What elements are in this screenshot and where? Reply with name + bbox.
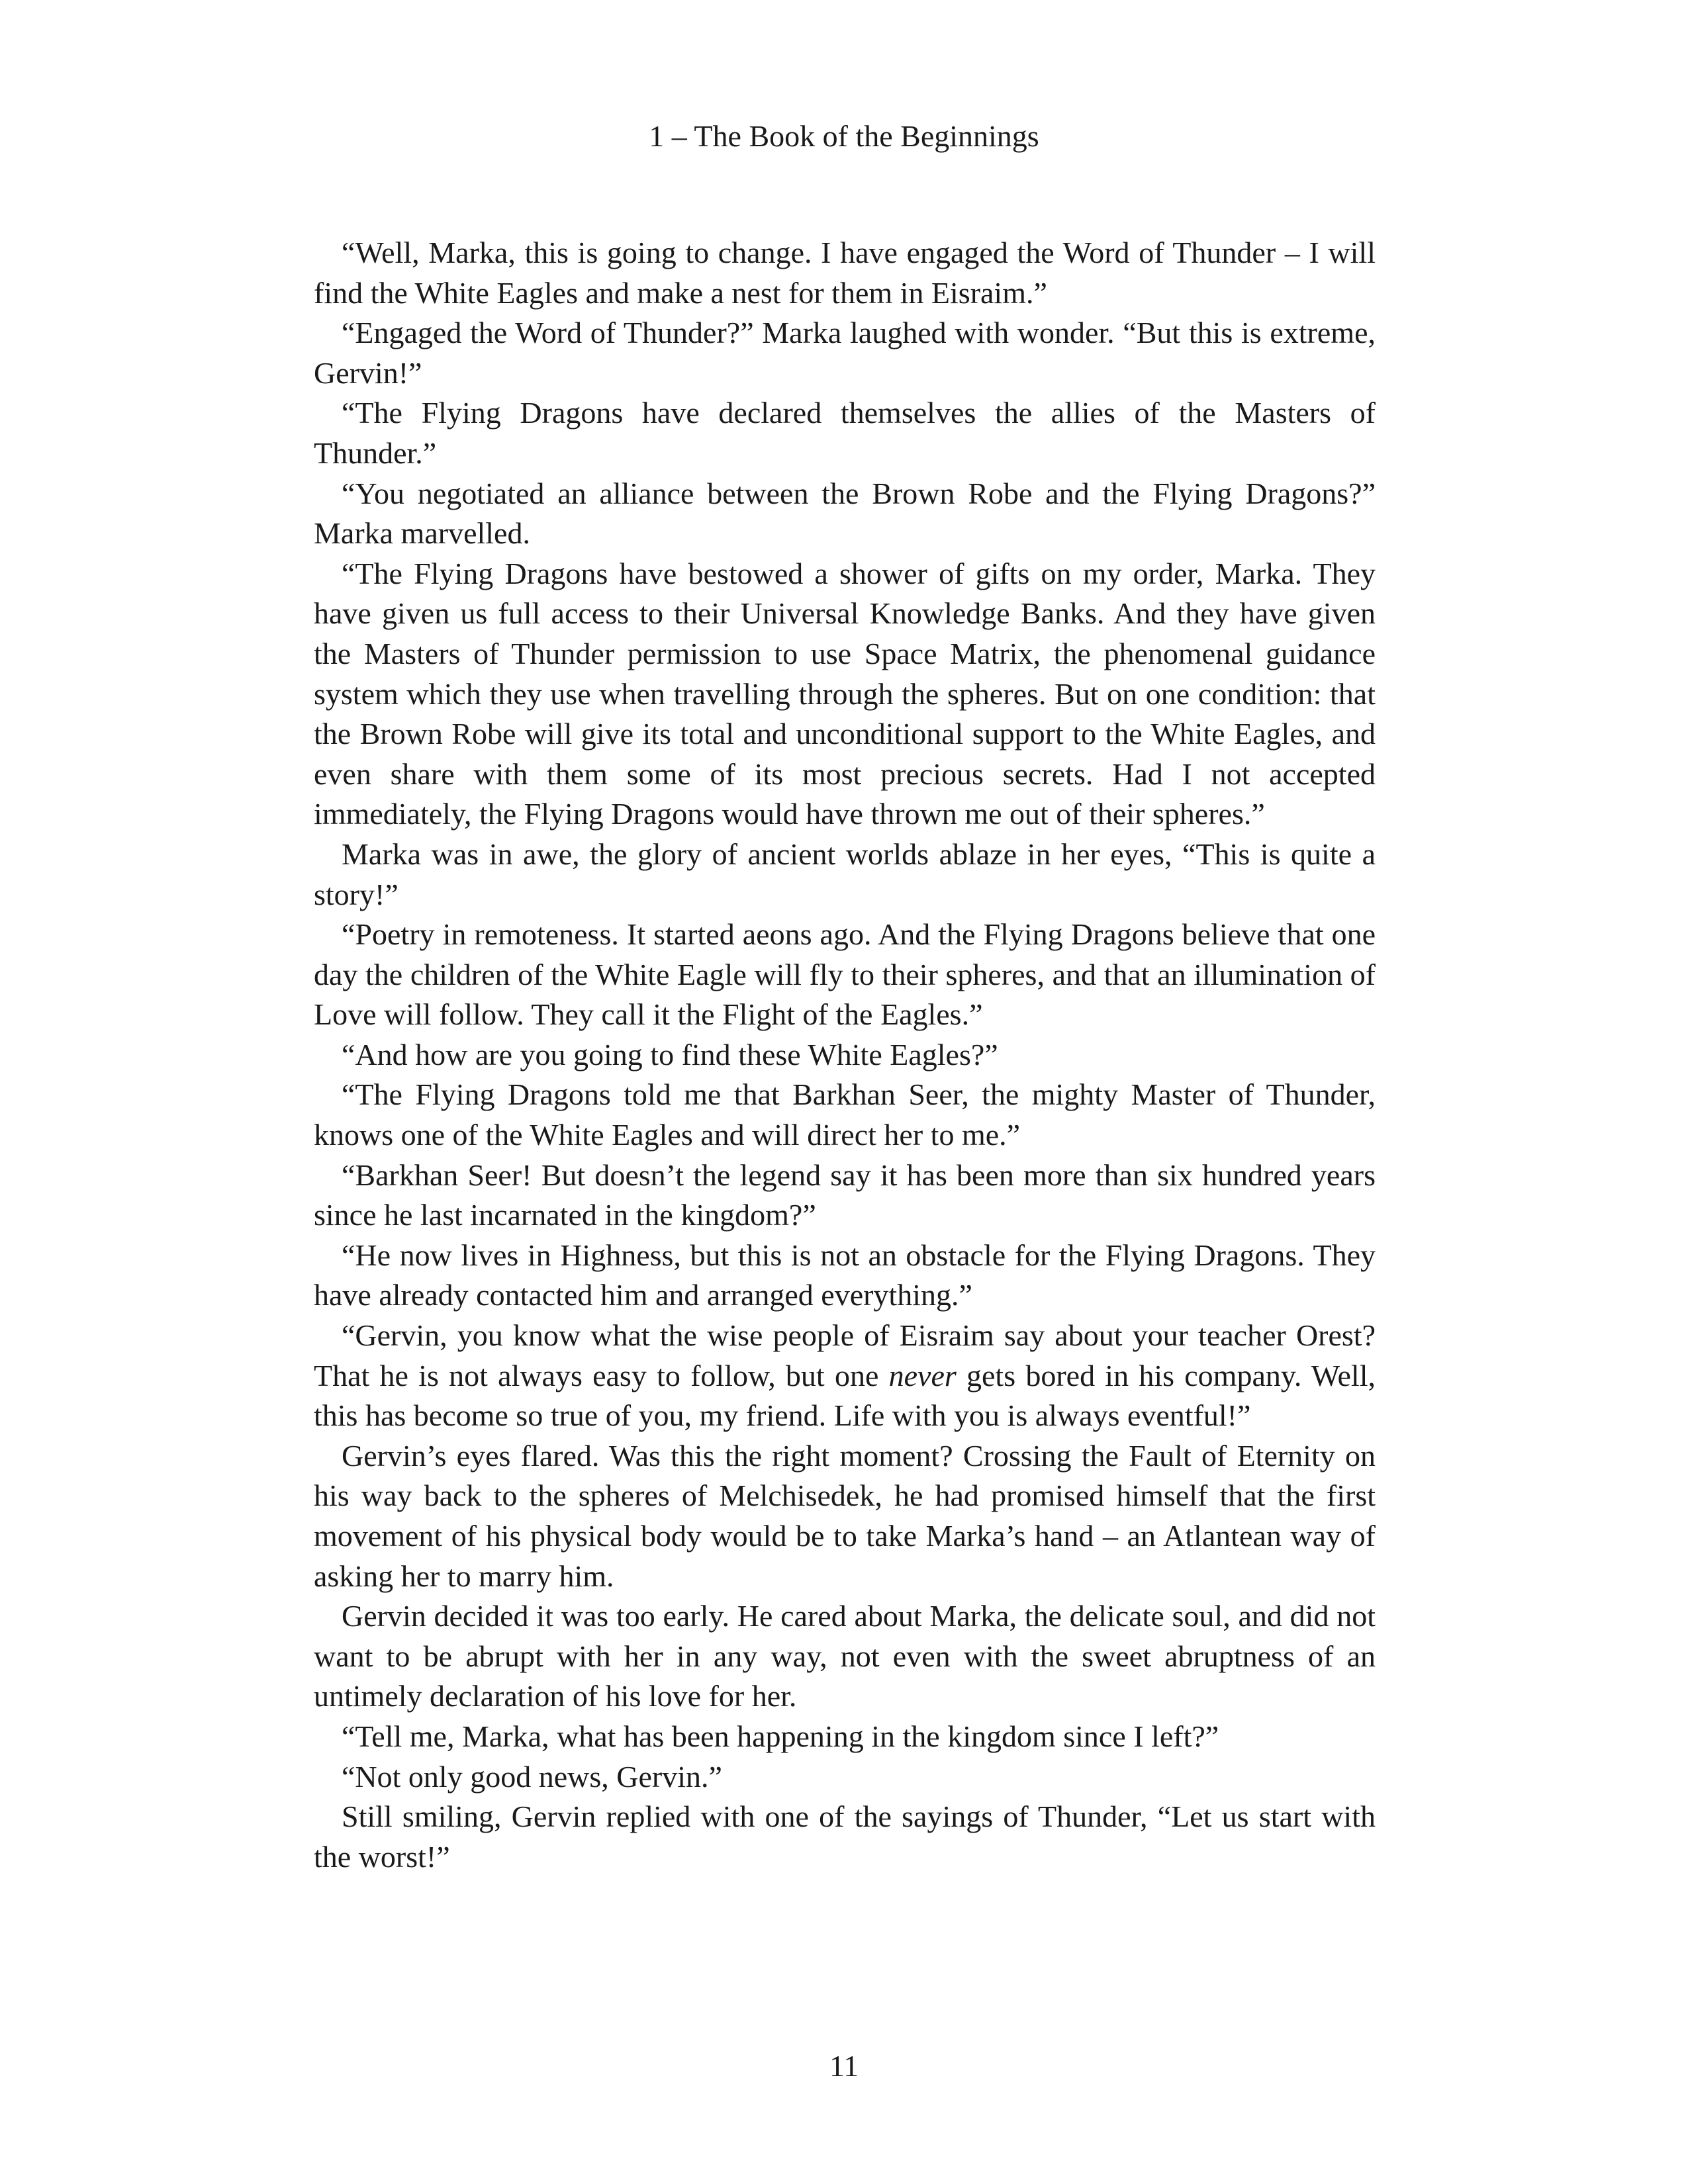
paragraph: “Engaged the Word of Thunder?” Marka laughed with wonder. “But this is extreme, Gervin!”: [314, 316, 1376, 390]
paragraph: “And how are you going to find these White Eagles?”: [342, 1037, 998, 1071]
body-text: [314, 233, 1376, 1877]
paragraph-text: gets bored in his company. Well, this has become so true of you, my friend. Life with you is always eventful!”: [314, 1358, 1376, 1433]
paragraph: “The Flying Dragons have bestowed a shower of gifts on my order, Marka. They have given us full access to their Universal Knowledge Banks. And they have given the Masters of Thunder permission to use Space Matrix, the phenomenal guidance system which they use when travelling through the spheres. But on one condition: that the Brown Robe will give its total and unconditional support to the White Eagles, and even share with them some of its most precious secrets. Had I not accepted immediately, the Flying Dragons would have thrown me out of their spheres.”: [314, 556, 1376, 831]
paragraph: “He now lives in Highness, but this is not an obstacle for the Flying Dragons. They have already contacted him and arranged everything.”: [314, 1238, 1376, 1312]
paragraph: Still smiling, Gervin replied with one of the sayings of Thunder, “Let us start with the worst!”: [314, 1799, 1376, 1874]
paragraph: “Well, Marka, this is going to change. I have engaged the Word of Thunder – I will find the White Eagles and make a nest for them in Eisraim.”: [314, 236, 1376, 310]
paragraph: Gervin’s eyes flared. Was this the right moment? Crossing the Fault of Eternity on his way back to the spheres of Melchisedek, he had promised himself that the first movement of his physical body would be to take Marka’s hand – an Atlantean way of asking her to marry him.: [314, 1438, 1376, 1593]
running-head: 1 – The Book of the Beginnings: [649, 119, 1039, 153]
paragraph: “Poetry in remoteness. It started aeons ago. And the Flying Dragons believe that one day the children of the White Eagle will fly to their spheres, and that an illumination of Love will follow. They call it the Flight of the Eagles.”: [314, 917, 1376, 1032]
paragraph: “Tell me, Marka, what has been happening in the kingdom since I left?”: [342, 1719, 1219, 1753]
paragraph: “The Flying Dragons have declared themselves the allies of the Masters of Thunder.”: [314, 396, 1376, 470]
paragraph: “Barkhan Seer! But doesn’t the legend say it has been more than six hundred years since he last incarnated in the kingdom?”: [314, 1158, 1376, 1232]
paragraph: [314, 1316, 1376, 1436]
paragraph: “Not only good news, Gervin.”: [342, 1759, 722, 1794]
paragraph: Gervin decided it was too early. He cared about Marka, the delicate soul, and did not want to be abrupt with her in any way, not even with the sweet abruptness of an untimely declaration of his love for her.: [314, 1599, 1376, 1713]
paragraph: Marka was in awe, the glory of ancient worlds ablaze in her eyes, “This is quite a story!”: [314, 837, 1376, 911]
paragraph: “The Flying Dragons told me that Barkhan Seer, the mighty Master of Thunder, knows one of the White Eagles and will direct her to me.”: [314, 1077, 1376, 1152]
emphasis-text: never: [888, 1358, 957, 1392]
page-number: 11: [829, 2049, 859, 2083]
paragraph: “You negotiated an alliance between the Brown Robe and the Flying Dragons?” Marka marvelled.: [314, 476, 1376, 551]
paragraph-text: “Gervin, you know what the wise people of Eisraim say about your teacher Orest? That he is not always easy to follow, but one: [314, 1318, 1376, 1392]
